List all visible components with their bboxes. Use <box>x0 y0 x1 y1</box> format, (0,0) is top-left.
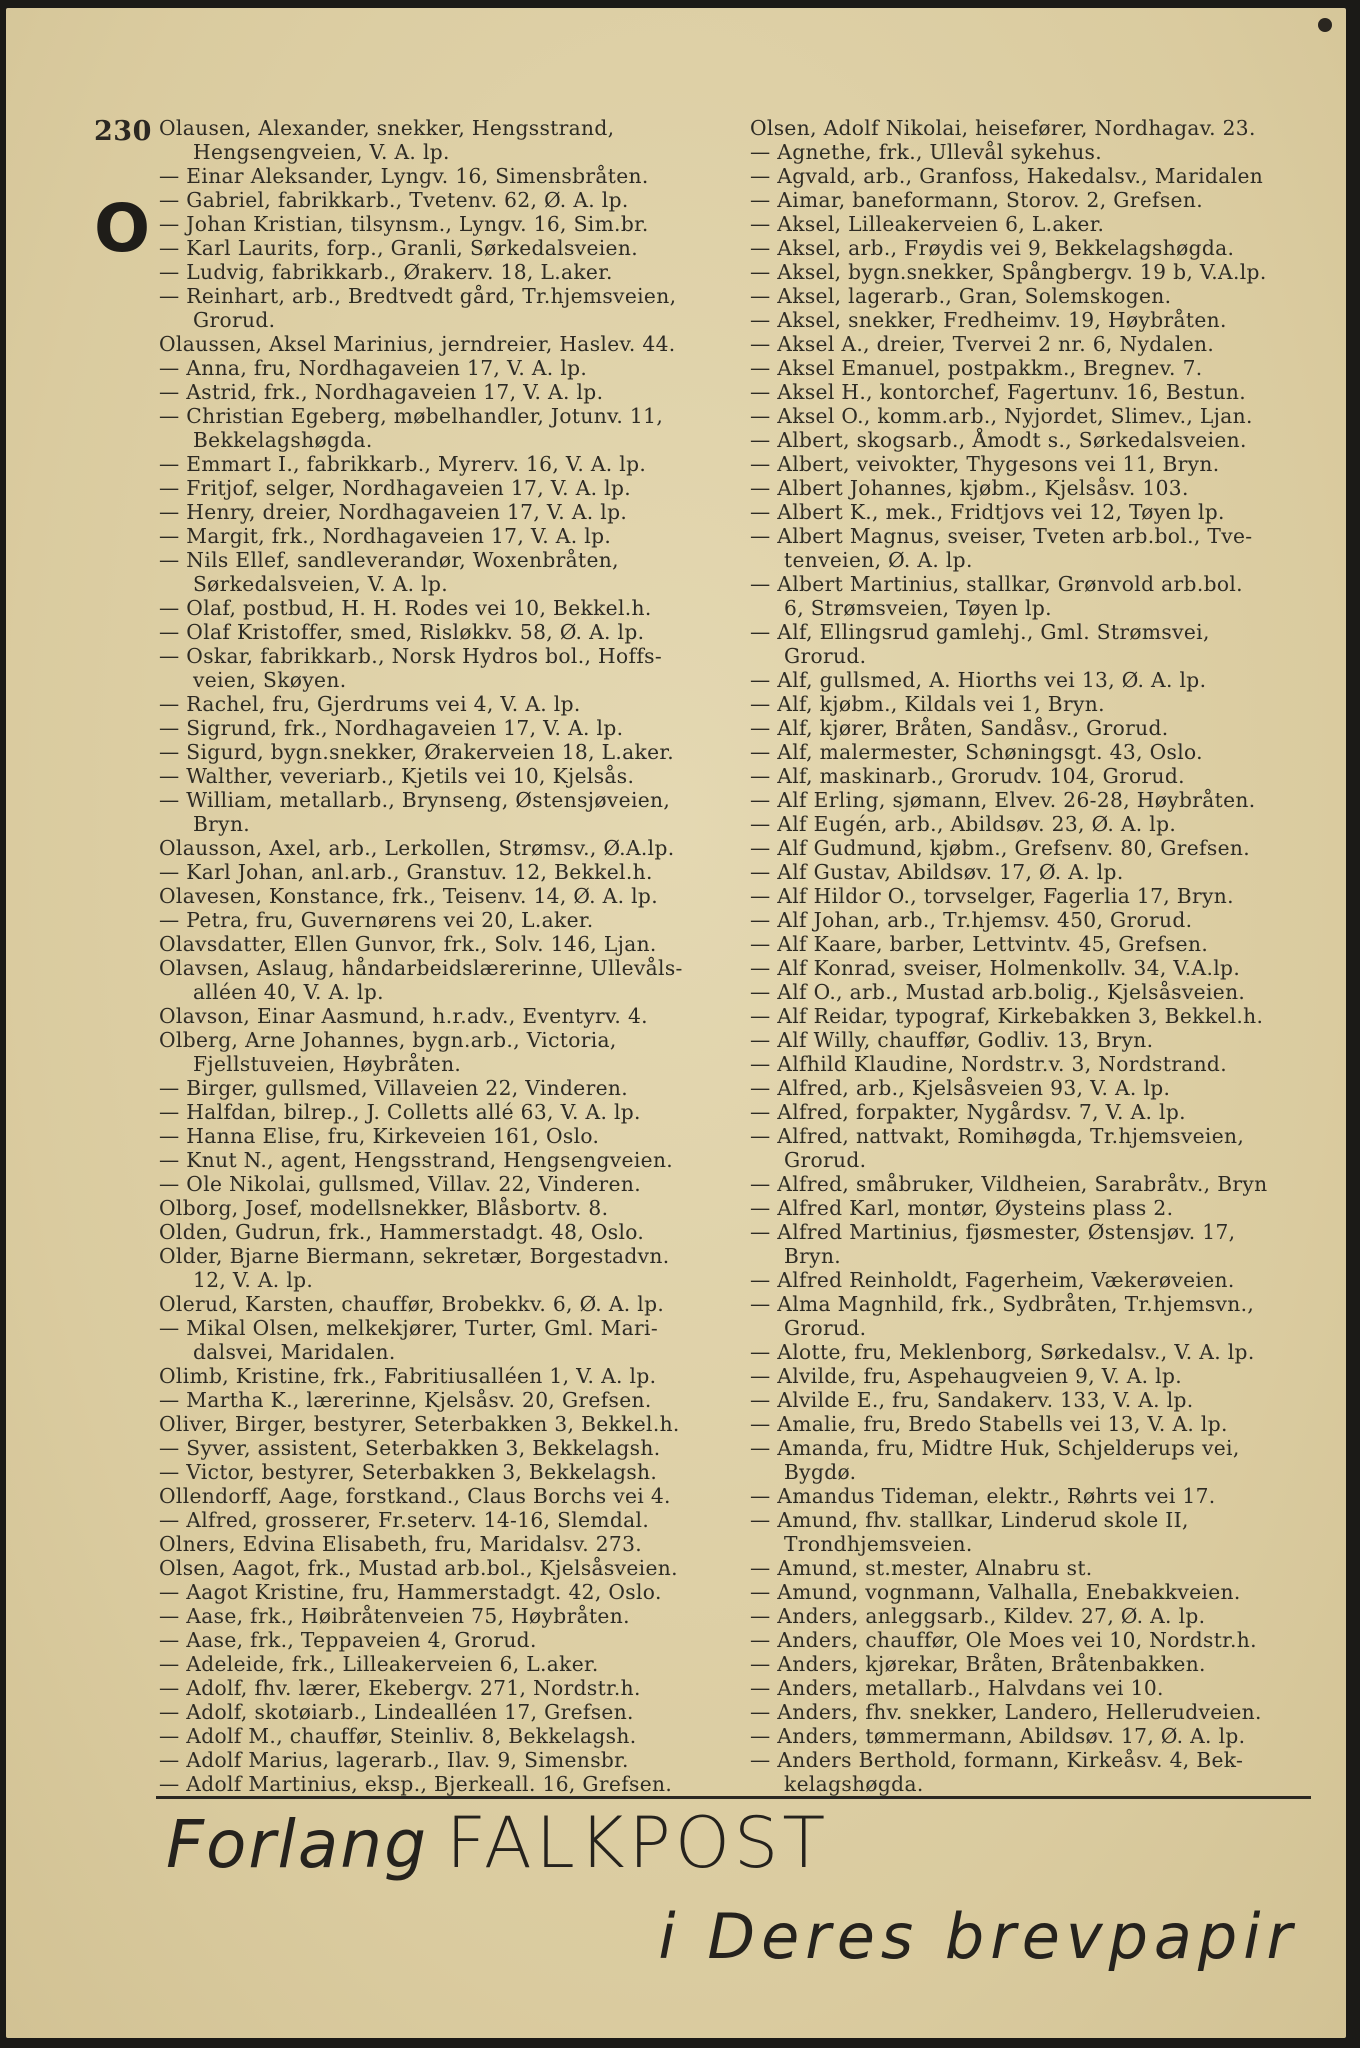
directory-line: — Olaf Kristoffer, smed, Risløkkv. 58, Ø. A. lp. <box>159 620 645 644</box>
directory-line: — Halfdan, bilrep., J. Colletts allé 63, V. A. lp. <box>159 1100 641 1124</box>
directory-line: Olavson, Einar Aasmund, h.r.adv., Eventyrv. 4. <box>159 1004 648 1028</box>
directory-line: — Ole Nikolai, gullsmed, Villav. 22, Vinderen. <box>159 1172 641 1196</box>
directory-line: — Albert Johannes, kjøbm., Kjelsåsv. 103. <box>750 476 1189 500</box>
directory-line: — Alf Erling, sjømann, Elvev. 26-28, Høybråten. <box>750 788 1256 812</box>
directory-line: — Aksel A., dreier, Tvervei 2 nr. 6, Nydalen. <box>750 332 1215 356</box>
directory-line: Bygdø. <box>784 1460 857 1484</box>
directory-line: — Alf Johan, arb., Tr.hjemsv. 450, Grorud. <box>750 908 1193 932</box>
directory-line: Grorud. <box>784 1148 867 1172</box>
directory-line: — Mikal Olsen, melkekjører, Turter, Gml. Mari- <box>159 1316 658 1340</box>
directory-line: Olberg, Arne Johannes, bygn.arb., Victoria, <box>159 1028 617 1052</box>
directory-line: — Christian Egeberg, møbelhandler, Jotunv. 11, <box>159 404 664 428</box>
directory-line: — Knut N., agent, Hengsstrand, Hengsengveien. <box>159 1148 674 1172</box>
directory-line: — Martha K., lærerinne, Kjelsåsv. 20, Grefsen. <box>159 1388 652 1412</box>
directory-line: — Alf, malermester, Schøningsgt. 43, Oslo. <box>750 740 1203 764</box>
directory-line: — Walther, veveriarb., Kjetils vei 10, Kjelsås. <box>159 764 635 788</box>
directory-line: Bekkelagshøgda. <box>193 428 373 452</box>
directory-line: Hengsengveien, V. A. lp. <box>193 140 450 164</box>
directory-line: — Alfred, grosserer, Fr.seterv. 14-16, Slemdal. <box>159 1508 650 1532</box>
directory-line: — Amanda, fru, Midtre Huk, Schjelderups vei, <box>750 1436 1240 1460</box>
directory-line: Ollendorff, Aage, forstkand., Claus Borchs vei 4. <box>159 1484 671 1508</box>
directory-line: — Amund, st.mester, Alnabru st. <box>750 1556 1093 1580</box>
directory-line: — Alfred Reinholdt, Fagerheim, Vækerøveien. <box>750 1268 1235 1292</box>
page-number: 230 <box>94 116 152 147</box>
advertisement-divider <box>156 1796 1311 1799</box>
directory-line: Bryn. <box>784 1244 842 1268</box>
directory-line: — Alfred, forpakter, Nygårdsv. 7, V. A. lp. <box>750 1100 1186 1124</box>
directory-line: — Hanna Elise, fru, Kirkeveien 161, Oslo. <box>159 1124 600 1148</box>
directory-line: — Anna, fru, Nordhagaveien 17, V. A. lp. <box>159 356 588 380</box>
directory-line: — Aase, frk., Høibråtenveien 75, Høybråten. <box>159 1604 630 1628</box>
directory-line: Bryn. <box>193 812 251 836</box>
directory-line: dalsvei, Maridalen. <box>193 1340 396 1364</box>
directory-line: — Albert, skogsarb., Åmodt s., Sørkedalsveien. <box>750 428 1247 452</box>
directory-line: Olerud, Karsten, chauffør, Brobekkv. 6, Ø. A. lp. <box>159 1292 665 1316</box>
directory-line: — Syver, assistent, Seterbakken 3, Bekkelagsh. <box>159 1436 661 1460</box>
directory-line: — Anders, tømmermann, Abildsøv. 17, Ø. A. lp. <box>750 1724 1246 1748</box>
directory-line: Olaussen, Aksel Marinius, jerndreier, Haslev. 44. <box>159 332 676 356</box>
directory-line: Older, Bjarne Biermann, sekretær, Borgestadvn. <box>159 1244 670 1268</box>
directory-line: — Aksel O., komm.arb., Nyjordet, Slimev., Ljan. <box>750 404 1253 428</box>
directory-line: — Fritjof, selger, Nordhagaveien 17, V. A. lp. <box>159 476 631 500</box>
directory-page <box>6 8 1346 2038</box>
directory-line: — Alf Hildor O., torvselger, Fagerlia 17, Bryn. <box>750 884 1234 908</box>
directory-line: — Albert K., mek., Fridtjovs vei 12, Tøyen lp. <box>750 500 1225 524</box>
directory-line: — Oskar, fabrikkarb., Norsk Hydros bol., Hoffs- <box>159 644 663 668</box>
directory-line: — Aksel Emanuel, postpakkm., Bregnev. 7. <box>750 356 1203 380</box>
directory-line: — Anders, metallarb., Halvdans vei 10. <box>750 1676 1164 1700</box>
directory-line: Olborg, Josef, modellsnekker, Blåsbortv. 8. <box>159 1196 609 1220</box>
directory-line: Olden, Gudrun, frk., Hammerstadgt. 48, Oslo. <box>159 1220 645 1244</box>
directory-line: — Adeleide, frk., Lilleakerveien 6, L.aker. <box>159 1652 599 1676</box>
directory-line: — Margit, frk., Nordhagaveien 17, V. A. lp. <box>159 524 612 548</box>
directory-line: — Anders Berthold, formann, Kirkeåsv. 4, Bek- <box>750 1748 1244 1772</box>
directory-line: — Alf Konrad, sveiser, Holmenkollv. 34, V.A.lp. <box>750 956 1241 980</box>
section-letter: O <box>94 190 151 267</box>
directory-line: — Reinhart, arb., Bredtvedt gård, Tr.hjemsveien, <box>159 284 677 308</box>
directory-line: — Nils Ellef, sandleverandør, Woxenbråten, <box>159 548 619 572</box>
directory-line: — Sigrund, frk., Nordhagaveien 17, V. A. lp. <box>159 716 624 740</box>
directory-line: Olimb, Kristine, frk., Fabritiusalléen 1, V. A. lp. <box>159 1364 657 1388</box>
directory-line: 6, Strømsveien, Tøyen lp. <box>784 596 1052 620</box>
directory-line: — Rachel, fru, Gjerdrums vei 4, V. A. lp. <box>159 692 581 716</box>
directory-line: — Astrid, frk., Nordhagaveien 17, V. A. lp. <box>159 380 604 404</box>
advertisement-headline <box>166 1802 830 1884</box>
directory-line: Olavsen, Aslaug, håndarbeidslærerinne, Ullevåls- <box>159 956 683 980</box>
directory-line: — Henry, dreier, Nordhagaveien 17, V. A. lp. <box>159 500 628 524</box>
directory-line: — Ludvig, fabrikkarb., Ørakerv. 18, L.aker. <box>159 260 613 284</box>
directory-line: — Agnethe, frk., Ullevål sykehus. <box>750 140 1103 164</box>
directory-line: Olners, Edvina Elisabeth, fru, Maridalsv. 273. <box>159 1532 643 1556</box>
directory-line: — Aksel, Lilleakerveien 6, L.aker. <box>750 212 1105 236</box>
directory-line: — Anders, kjørekar, Bråten, Bråtenbakken. <box>750 1652 1206 1676</box>
directory-line: Olavesen, Konstance, frk., Teisenv. 14, Ø. A. lp. <box>159 884 658 908</box>
directory-line: — Gabriel, fabrikkarb., Tvetenv. 62, Ø. A. lp. <box>159 188 629 212</box>
directory-line: — Aksel, snekker, Fredheimv. 19, Høybråten. <box>750 308 1227 332</box>
directory-line: — Olaf, postbud, H. H. Rodes vei 10, Bekkel.h. <box>159 596 652 620</box>
directory-line: veien, Skøyen. <box>193 668 347 692</box>
directory-line: — Aagot Kristine, fru, Hammerstadgt. 42, Oslo. <box>159 1580 662 1604</box>
directory-line: — Alf Gustav, Abildsøv. 17, Ø. A. lp. <box>750 860 1124 884</box>
directory-line: — Johan Kristian, tilsynsm., Lyngv. 16, Sim.br. <box>159 212 649 236</box>
directory-line: — Karl Johan, anl.arb., Granstuv. 12, Bekkel.h. <box>159 860 653 884</box>
directory-line: — Birger, gullsmed, Villaveien 22, Vinderen. <box>159 1076 629 1100</box>
directory-line: — Albert Martinius, stallkar, Grønvold arb.bol. <box>750 572 1243 596</box>
directory-line: Fjellstuveien, Høybråten. <box>193 1052 462 1076</box>
corner-mark <box>1318 18 1332 32</box>
directory-line: Oliver, Birger, bestyrer, Seterbakken 3, Bekkel.h. <box>159 1412 680 1436</box>
directory-line: — Albert Magnus, sveiser, Tveten arb.bol., Tve- <box>750 524 1253 548</box>
directory-line: Olavsdatter, Ellen Gunvor, frk., Solv. 146, Ljan. <box>159 932 657 956</box>
directory-line: — Alf, kjøbm., Kildals vei 1, Bryn. <box>750 692 1105 716</box>
directory-line: — Adolf M., chauffør, Steinliv. 8, Bekkelagsh. <box>159 1724 637 1748</box>
advertisement-tagline: i Deres brevpapir <box>658 1900 1298 1973</box>
left-column <box>159 116 729 1796</box>
directory-line: — Alfred, småbruker, Vildheien, Sarabråtv., Bryn <box>750 1172 1268 1196</box>
directory-line: Sørkedalsveien, V. A. lp. <box>193 572 449 596</box>
directory-line: — Alf, Ellingsrud gamlehj., Gml. Strømsvei, <box>750 620 1210 644</box>
directory-line: — Anders, fhv. snekker, Landero, Hellerudveien. <box>750 1700 1262 1724</box>
directory-line: Olausson, Axel, arb., Lerkollen, Strømsv., Ø.A.lp. <box>159 836 675 860</box>
directory-line: — Amalie, fru, Bredo Stabells vei 13, V. A. lp. <box>750 1412 1228 1436</box>
directory-line: — Alfred Karl, montør, Øysteins plass 2. <box>750 1196 1174 1220</box>
directory-line: — Aksel H., kontorchef, Fagertunv. 16, Bestun. <box>750 380 1247 404</box>
directory-line: Olausen, Alexander, snekker, Hengsstrand, <box>159 116 615 140</box>
directory-line: — Amund, fhv. stallkar, Linderud skole II, <box>750 1508 1189 1532</box>
directory-line: — Alf O., arb., Mustad arb.bolig., Kjelsåsveien. <box>750 980 1246 1004</box>
directory-line: alléen 40, V. A. lp. <box>193 980 384 1004</box>
directory-line: — Albert, veivokter, Thygesons vei 11, Bryn. <box>750 452 1220 476</box>
directory-line: 12, V. A. lp. <box>193 1268 314 1292</box>
directory-line: — Alfred Martinius, fjøsmester, Østensjøv. 17, <box>750 1220 1236 1244</box>
directory-line: — Aksel, arb., Frøydis vei 9, Bekkelagshøgda. <box>750 236 1235 260</box>
directory-line: — Amund, vognmann, Valhalla, Enebakkveien. <box>750 1580 1241 1604</box>
directory-line: — Einar Aleksander, Lyngv. 16, Simensbråten. <box>159 164 649 188</box>
advertisement-brand: FALKPOST <box>445 1802 830 1884</box>
directory-line: — Alf Kaare, barber, Lettvintv. 45, Grefsen. <box>750 932 1209 956</box>
directory-line: — Alf Willy, chauffør, Godliv. 13, Bryn. <box>750 1028 1154 1052</box>
directory-line: — Aase, frk., Teppaveien 4, Grorud. <box>159 1628 537 1652</box>
directory-line: — Alfhild Klaudine, Nordstr.v. 3, Nordstrand. <box>750 1052 1227 1076</box>
directory-line: — Alf Reidar, typograf, Kirkebakken 3, Bekkel.h. <box>750 1004 1264 1028</box>
directory-line: — Alma Magnhild, frk., Sydbråten, Tr.hjemsvn., <box>750 1292 1255 1316</box>
directory-line: Grorud. <box>193 308 276 332</box>
directory-line: Grorud. <box>784 1316 867 1340</box>
directory-line: Grorud. <box>784 644 867 668</box>
directory-line: — Alotte, fru, Meklenborg, Sørkedalsv., V. A. lp. <box>750 1340 1255 1364</box>
directory-line: — Alf, gullsmed, A. Hiorths vei 13, Ø. A. lp. <box>750 668 1207 692</box>
directory-line: — Aksel, bygn.snekker, Spångbergv. 19 b, V.A.lp. <box>750 260 1267 284</box>
directory-line: — Alvilde, fru, Aspehaugveien 9, V. A. lp. <box>750 1364 1183 1388</box>
directory-line: — Alf, maskinarb., Grorudv. 104, Grorud. <box>750 764 1185 788</box>
directory-line: — Aksel, lagerarb., Gran, Solemskogen. <box>750 284 1172 308</box>
directory-line: — Agvald, arb., Granfoss, Hakedalsv., Maridalen <box>750 164 1264 188</box>
directory-line: — Karl Laurits, forp., Granli, Sørkedalsveien. <box>159 236 638 260</box>
directory-line: — Alf, kjører, Bråten, Sandåsv., Grorud. <box>750 716 1169 740</box>
directory-line: — Adolf, fhv. lærer, Ekebergv. 271, Nordstr.h. <box>159 1676 641 1700</box>
directory-line: — Adolf, skotøiarb., Lindealléen 17, Grefsen. <box>159 1700 634 1724</box>
directory-line: — Alfred, nattvakt, Romihøgda, Tr.hjemsveien, <box>750 1124 1245 1148</box>
directory-line: kelagshøgda. <box>784 1772 924 1796</box>
advertisement-word-forlang: Forlang <box>166 1806 428 1883</box>
directory-line: — Aimar, baneformann, Storov. 2, Grefsen. <box>750 188 1203 212</box>
directory-line: — Alf Eugén, arb., Abildsøv. 23, Ø. A. lp. <box>750 812 1177 836</box>
directory-line: — Petra, fru, Guvernørens vei 20, L.aker. <box>159 908 594 932</box>
directory-line: Trondhjemsveien. <box>784 1532 973 1556</box>
directory-line: — Alvilde E., fru, Sandakerv. 133, V. A. lp. <box>750 1388 1194 1412</box>
directory-line: — William, metallarb., Brynseng, Østensjøveien, <box>159 788 671 812</box>
right-column <box>750 116 1320 1796</box>
directory-line: — Anders, chauffør, Ole Moes vei 10, Nordstr.h. <box>750 1628 1257 1652</box>
directory-line: — Adolf Martinius, eksp., Bjerkeall. 16, Grefsen. <box>159 1772 673 1796</box>
directory-line: — Alf Gudmund, kjøbm., Grefsenv. 80, Grefsen. <box>750 836 1250 860</box>
directory-line: Olsen, Adolf Nikolai, heisefører, Nordhagav. 23. <box>750 116 1256 140</box>
directory-line: — Victor, bestyrer, Seterbakken 3, Bekkelagsh. <box>159 1460 658 1484</box>
directory-line: — Anders, anleggsarb., Kildev. 27, Ø. A. lp. <box>750 1604 1206 1628</box>
directory-line: Olsen, Aagot, frk., Mustad arb.bol., Kjelsåsveien. <box>159 1556 678 1580</box>
directory-line: — Amandus Tideman, elektr., Røhrts vei 17. <box>750 1484 1216 1508</box>
directory-line: — Emmart I., fabrikkarb., Myrerv. 16, V. A. lp. <box>159 452 647 476</box>
directory-line: — Alfred, arb., Kjelsåsveien 93, V. A. lp. <box>750 1076 1171 1100</box>
directory-line: — Sigurd, bygn.snekker, Ørakerveien 18, L.aker. <box>159 740 674 764</box>
directory-line: tenveien, Ø. A. lp. <box>784 548 973 572</box>
directory-line: — Adolf Marius, lagerarb., Ilav. 9, Simensbr. <box>159 1748 629 1772</box>
